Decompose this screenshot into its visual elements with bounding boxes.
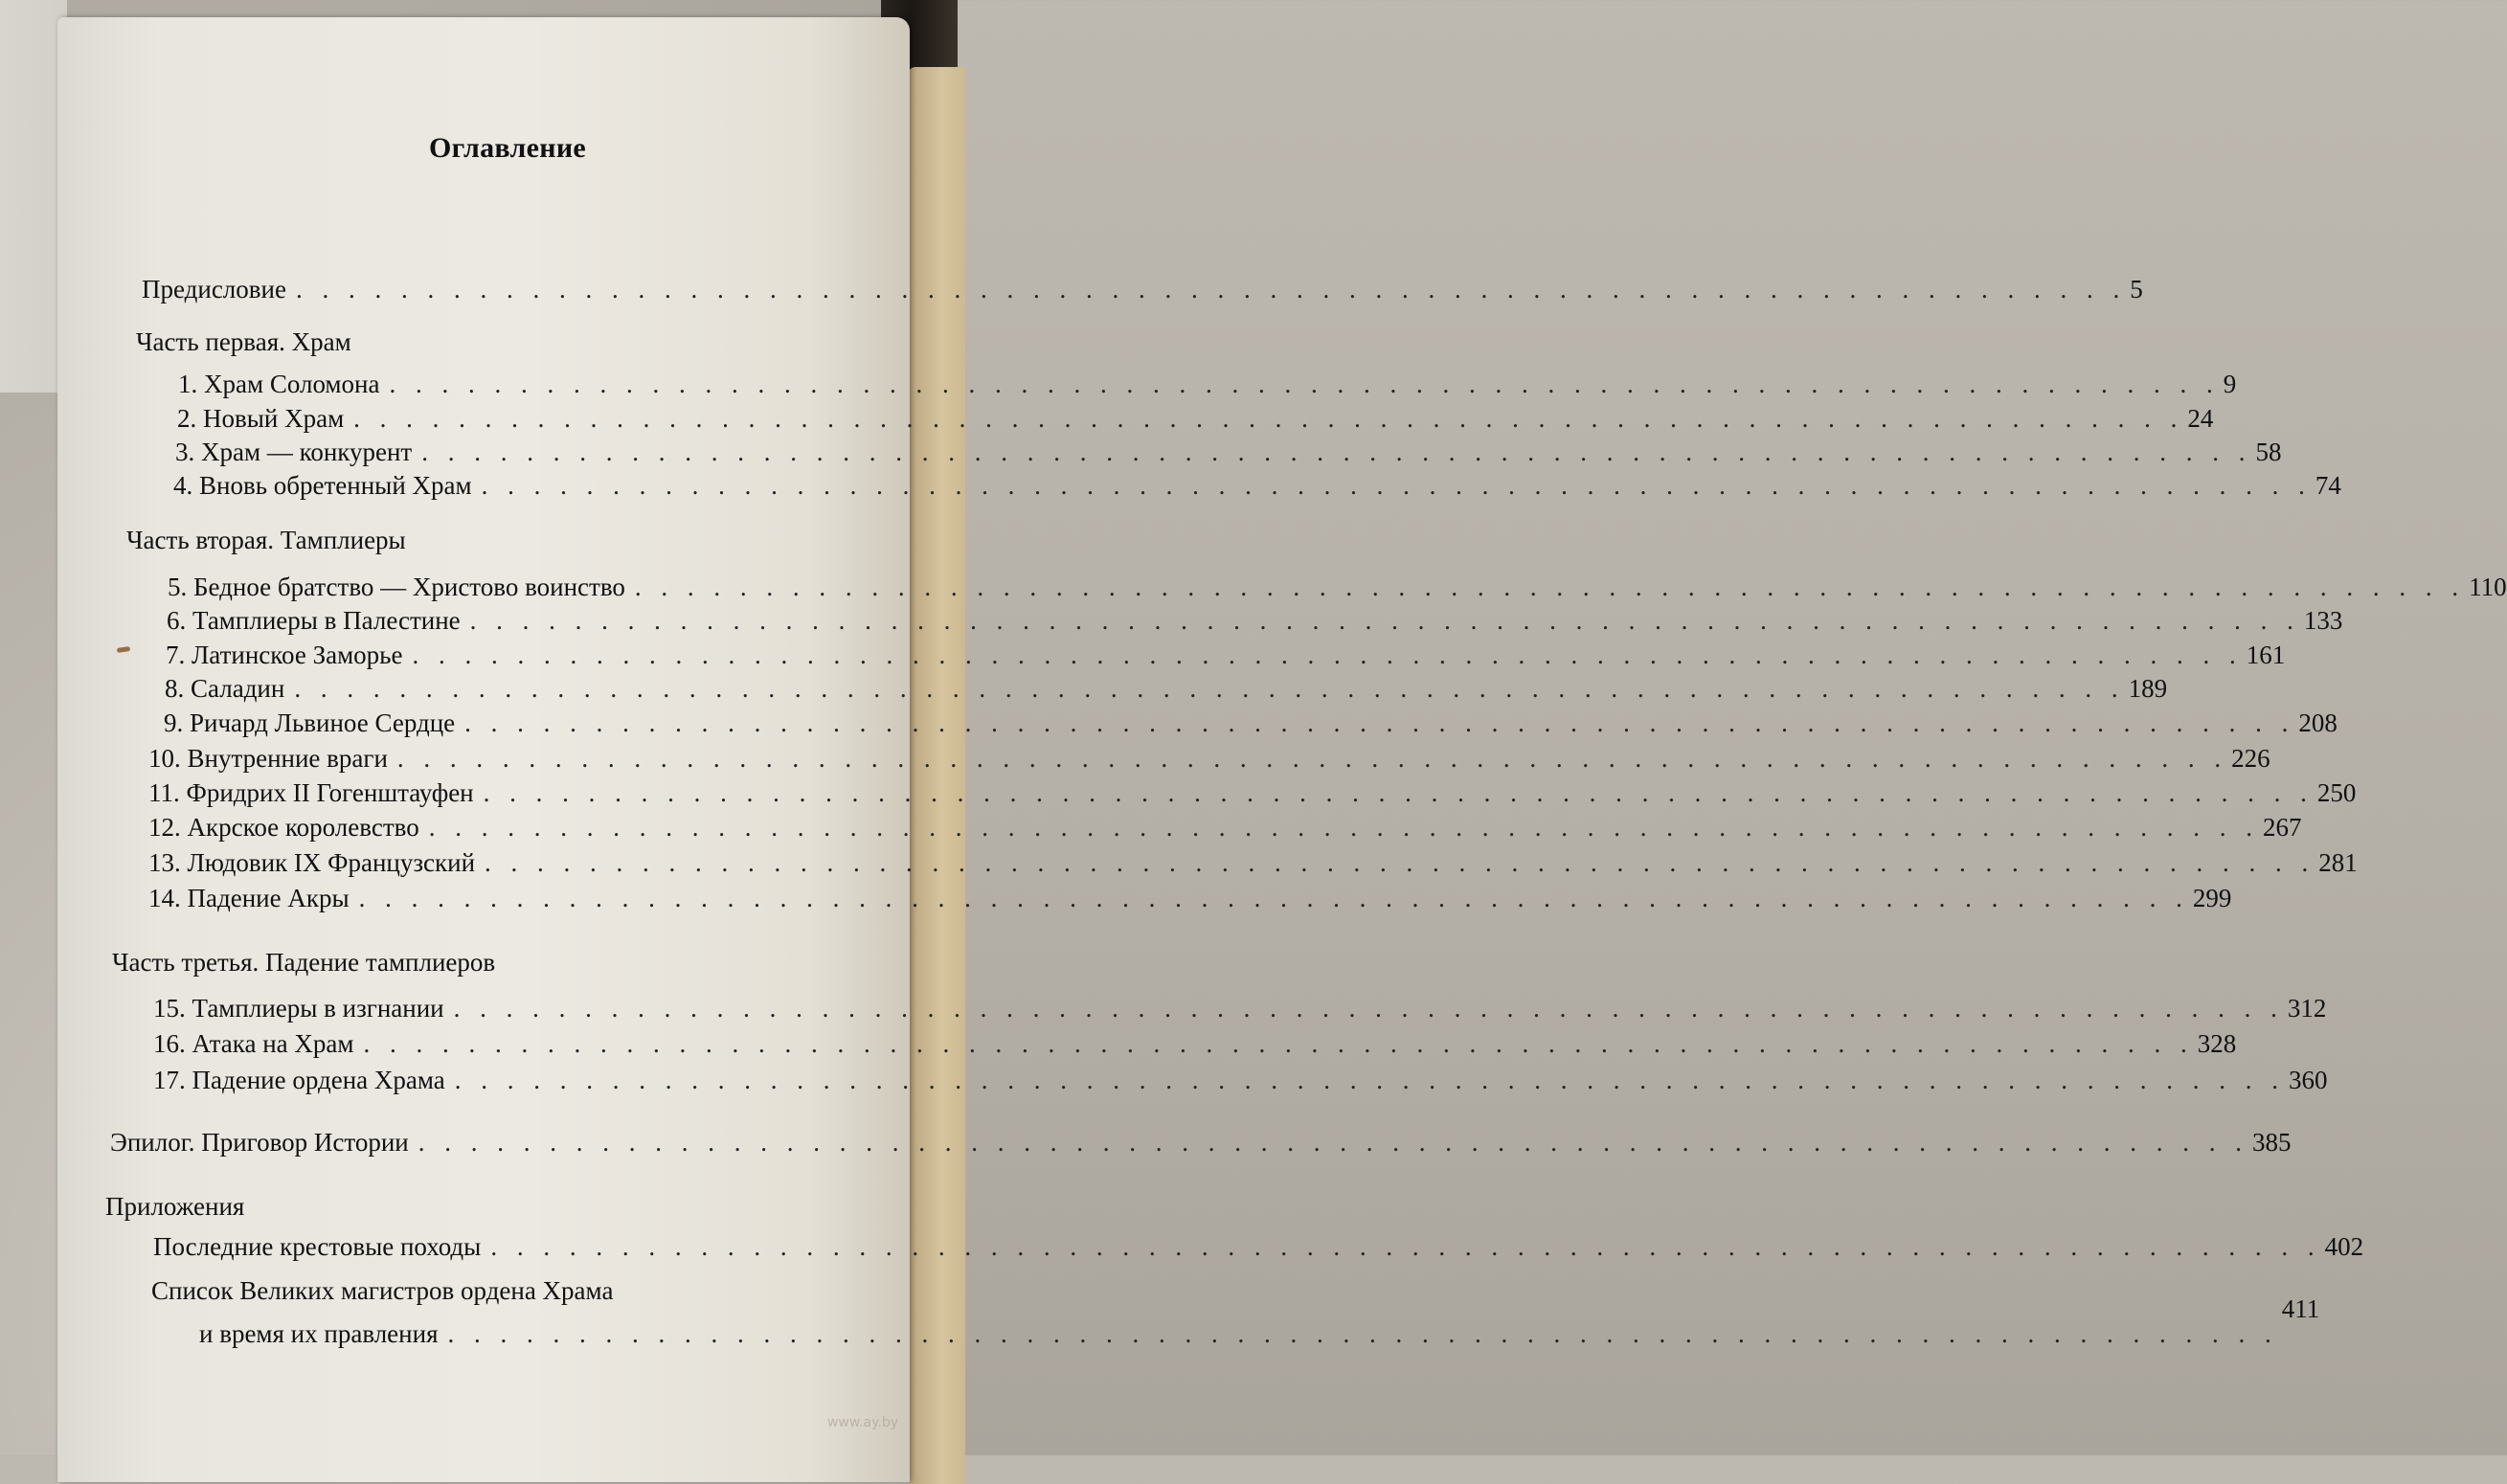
toc-entry-label: 2. Новый Храм [177,404,345,433]
toc-entry-label: 1. Храм Соломона [178,370,380,398]
toc-page-number: 250 [2316,778,2357,807]
toc-entry-appendix-1[interactable] [153,1232,2364,1262]
toc-entry-chapter-17[interactable] [153,1066,2328,1095]
toc-page-number: 9 [2223,370,2237,398]
toc-entry-label: 9. Ричард Львиное Сердце [164,708,456,737]
part-heading-1: Часть первая. Храм [136,327,351,356]
toc-entry-chapter-14[interactable] [148,884,2232,913]
toc-entry-label: 17. Падение ордена Храма [153,1066,445,1094]
toc-page-number: 58 [2255,438,2282,466]
toc-page-number: 312 [2287,994,2327,1023]
dot-leader: . . . . . . . . . . . . . . . . . . . . . . . . . . . . . . . . . . . . . . . . . . . . . . . . . . . . . . . . . . . . . . . . . . . . . . [481,471,2312,500]
toc-entry-chapter-10[interactable] [148,744,2270,774]
toc-page-number: 402 [2324,1232,2364,1261]
toc-page-number: 328 [2197,1029,2237,1058]
toc-entry-label: и время их правления [199,1319,439,1348]
dot-leader: . . . . . . . . . . . . . . . . . . . . . . . . . . . . . . . . . . . . . . . . . . . . . . . . . . . . . . . . . . . . . . . . . . . . . . [396,744,2228,773]
toc-entry-chapter-15[interactable] [153,994,2327,1023]
dot-leader: . . . . . . . . . . . . . . . . . . . . . . . . . . . . . . . . . . . . . . . . . . . . . . . . . . . . . . . . . . . . . . . . . . . . . . [447,1319,2278,1348]
toc-entry-label: 11. Фридрих II Гогенштауфен [148,778,474,807]
dot-leader: . . . . . . . . . . . . . . . . . . . . . . . . . . . . . . . . . . . . . . . . . . . . . . . . . . . . . . . . . . . . . . . . . . . . . . [464,708,2295,737]
toc-entry-label: 13. Людовик IX Французский [148,848,476,877]
toc-entry-chapter-2[interactable] [177,404,2214,434]
dot-leader: . . . . . . . . . . . . . . . . . . . . . . . . . . . . . . . . . . . . . . . . . . . . . . . . . . . . . . . . . . . . . . . . . . . . . . [418,1128,2248,1157]
toc-page-number: 74 [2315,471,2341,500]
dot-leader: . . . . . . . . . . . . . . . . . . . . . . . . . . . . . . . . . . . . . . . . . . . . . . . . . . . . . . . . . . . . . . . . . . . . . . [454,1066,2286,1094]
part-heading-3: Часть третья. Падение тамплиеров [112,948,496,977]
toc-page-number: 5 [2130,275,2143,304]
toc-page-number: 133 [2303,606,2343,635]
toc-entry-chapter-8[interactable] [165,674,2168,704]
toc-page-number: 226 [2231,744,2270,773]
toc-entry-preface[interactable] [142,275,2143,304]
toc-entry-label: 16. Атака на Храм [153,1029,354,1058]
toc-entry-chapter-7[interactable] [166,641,2286,670]
dot-leader: . . . . . . . . . . . . . . . . . . . . . . . . . . . . . . . . . . . . . . . . . . . . . . . . . . . . . . . . . . . . . . . . . . . . . . [634,573,2466,601]
dot-leader: . . . . . . . . . . . . . . . . . . . . . . . . . . . . . . . . . . . . . . . . . . . . . . . . . . . . . . . . . . . . . . . . . . . . . . [483,778,2314,807]
toc-entry-chapter-13[interactable] [148,848,2358,878]
toc-entry-chapter-12[interactable] [148,813,2302,843]
dot-leader: . . . . . . . . . . . . . . . . . . . . . . . . . . . . . . . . . . . . . . . . . . . . . . . . . . . . . . . . . . . . . . . . . . . . . . [485,848,2315,877]
toc-entry-label: Последние крестовые походы [153,1232,482,1261]
toc-entry-label: 3. Храм — конкурент [175,438,413,466]
dot-leader: . . . . . . . . . . . . . . . . . . . . . . . . . . . . . . . . . . . . . . . . . . . . . . . . . . . . . . . . . . . . . . . . . . . . . . [358,884,2189,912]
toc-page-number: 411 [2281,1294,2320,1323]
toc-entry-label: 15. Тамплиеры в изгнании [153,994,444,1023]
toc-page-number: 299 [2192,884,2232,912]
appendices-heading: Приложения [105,1192,245,1221]
toc-page-number: 24 [2187,404,2214,433]
toc-entry-label: 8. Саладин [165,674,285,703]
toc-entry-epilogue[interactable] [110,1128,2292,1158]
toc-page-number: 385 [2251,1128,2292,1157]
toc-entry-chapter-3[interactable] [175,438,2282,467]
toc-entry-label: 4. Вновь обретенный Храм [173,471,472,500]
part-heading-2: Часть вторая. Тамплиеры [126,526,406,554]
dot-leader: . . . . . . . . . . . . . . . . . . . . . . . . . . . . . . . . . . . . . . . . . . . . . . . . . . . . . . . . . . . . . . . . . . . . . . [389,370,2220,398]
dot-leader: . . . . . . . . . . . . . . . . . . . . . . . . . . . . . . . . . . . . . . . . . . . . . . . . . . . . . . . . . . . . . . . . . . . . . . [453,994,2284,1023]
dot-leader: . . . . . . . . . . . . . . . . . . . . . . . . . . . . . . . . . . . . . . . . . . . . . . . . . . . . . . . . . . . . . . . . . . . . . . [353,404,2184,433]
toc-entry-label: 10. Внутренние враги [148,744,388,773]
toc-entry-label: 14. Падение Акры [148,884,350,912]
toc-page-number: 281 [2318,848,2358,877]
dot-leader: . . . . . . . . . . . . . . . . . . . . . . . . . . . . . . . . . . . . . . . . . . . . . . . . . . . . . . . . . . . . . . . . . . . . . . [469,606,2300,635]
toc-page-number: 360 [2289,1066,2328,1094]
toc-entry-chapter-16[interactable] [153,1029,2237,1059]
watermark: www.ay.by [826,1415,898,1430]
toc-entry-chapter-9[interactable] [164,708,2338,738]
toc-page-number: 208 [2298,708,2338,737]
toc-entry-label: 6. Тамплиеры в Палестине [167,606,461,635]
dot-leader: . . . . . . . . . . . . . . . . . . . . . . . . . . . . . . . . . . . . . . . . . . . . . . . . . . . . . . . . . . . . . . . . . . . . . . [294,674,2125,703]
dot-leader: . . . . . . . . . . . . . . . . . . . . . . . . . . . . . . . . . . . . . . . . . . . . . . . . . . . . . . . . . . . . . . . . . . . . . . [363,1029,2194,1058]
toc-page-number: 110 [2469,573,2507,601]
toc-entry-chapter-5[interactable] [168,573,2507,602]
toc-entry-label: Предисловие [142,275,286,304]
toc-entry-label: Эпилог. Приговор Истории [110,1128,409,1157]
toc-entry-chapter-4[interactable] [173,471,2341,501]
toc-entry-label: 12. Акрское королевство [148,813,419,842]
toc-entry-appendix-2-line1[interactable]: Список Великих магистров ордена Храма [151,1276,614,1305]
toc-entry-label: 7. Латинское Заморье [166,641,403,669]
dot-leader: . . . . . . . . . . . . . . . . . . . . . . . . . . . . . . . . . . . . . . . . . . . . . . . . . . . . . . . . . . . . . . . . . . . . . . [295,275,2127,304]
toc-entry-chapter-1[interactable] [178,370,2237,399]
toc-page-number: 189 [2128,674,2168,703]
page-title: Оглавление [428,132,587,164]
toc-entry-label: 5. Бедное братство — Христово воинство [168,573,625,601]
dot-leader: . . . . . . . . . . . . . . . . . . . . . . . . . . . . . . . . . . . . . . . . . . . . . . . . . . . . . . . . . . . . . . . . . . . . . . [421,438,2252,466]
toc-page-number: 267 [2262,813,2302,842]
dot-leader: . . . . . . . . . . . . . . . . . . . . . . . . . . . . . . . . . . . . . . . . . . . . . . . . . . . . . . . . . . . . . . . . . . . . . . [412,641,2243,669]
toc-entry-chapter-6[interactable] [167,606,2343,636]
dot-leader: . . . . . . . . . . . . . . . . . . . . . . . . . . . . . . . . . . . . . . . . . . . . . . . . . . . . . . . . . . . . . . . . . . . . . . [490,1232,2321,1261]
toc-entry-appendix-2[interactable] [199,1294,2320,1349]
dot-leader: . . . . . . . . . . . . . . . . . . . . . . . . . . . . . . . . . . . . . . . . . . . . . . . . . . . . . . . . . . . . . . . . . . . . . . [428,813,2259,842]
toc-entry-chapter-11[interactable] [148,778,2357,808]
toc-page-number: 161 [2246,641,2286,669]
